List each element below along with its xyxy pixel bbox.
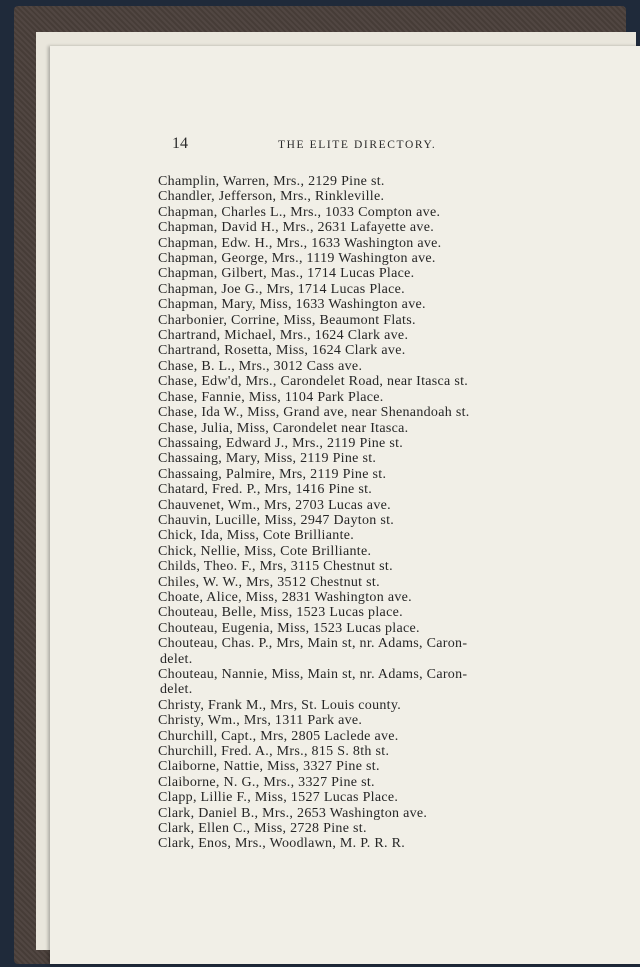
directory-entry: Chiles, W. W., Mrs, 3512 Chestnut st. [158,574,380,590]
directory-entry: Chassaing, Palmire, Mrs, 2119 Pine st. [158,466,387,482]
directory-entry: Chouteau, Belle, Miss, 1523 Lucas place. [158,605,403,621]
directory-entry: Chase, Fannie, Miss, 1104 Park Place. [158,389,384,405]
directory-entry: Chapman, Mary, Miss, 1633 Washington ave. [158,297,426,313]
directory-entry: Chase, B. L., Mrs., 3012 Cass ave. [158,358,363,374]
directory-entry: Chase, Ida W., Miss, Grand ave, near Shenandoah st. [158,405,470,421]
page-number: 14 [172,135,188,152]
directory-entry: Claiborne, N. G., Mrs., 3327 Pine st. [158,774,375,790]
directory-entries [158,174,578,852]
directory-entry: Christy, Wm., Mrs, 1311 Park ave. [158,713,363,729]
directory-entry: Clark, Enos, Mrs., Woodlawn, M. P. R. R. [158,836,406,852]
directory-entry: Claiborne, Nattie, Miss, 3327 Pine st. [158,759,380,775]
directory-entry: Chassaing, Edward J., Mrs., 2119 Pine st. [158,435,404,451]
directory-entry: Chartrand, Rosetta, Miss, 1624 Clark ave. [158,343,406,359]
directory-entry: Charbonier, Corrine, Miss, Beaumont Flats. [158,312,416,328]
directory-entry: Childs, Theo. F., Mrs, 3115 Chestnut st. [158,559,393,575]
directory-entry: Champlin, Warren, Mrs., 2129 Pine st. [158,174,385,189]
directory-entry: Chartrand, Michael, Mrs., 1624 Clark ave. [158,328,409,344]
directory-entry: Chick, Ida, Miss, Cote Brilliante. [158,528,355,544]
directory-entry: Chatard, Fred. P., Mrs, 1416 Pine st. [158,482,373,498]
directory-entry: Chapman, David H., Mrs., 2631 Lafayette ave. [158,220,435,236]
directory-entry: Chassaing, Mary, Miss, 2119 Pine st. [158,451,377,467]
directory-entry: Chase, Edw'd, Mrs., Carondelet Road, near Itasca st. [158,374,469,390]
directory-entry: Chick, Nellie, Miss, Cote Brilliante. [158,543,372,559]
directory-entry-continuation: delet. [160,682,193,698]
directory-entry: Chapman, George, Mrs., 1119 Washington ave. [158,251,436,267]
directory-entry: Clark, Ellen C., Miss, 2728 Pine st. [158,821,367,837]
running-title: THE ELITE DIRECTORY. [278,139,437,151]
directory-entry: Churchill, Capt., Mrs, 2805 Laclede ave. [158,728,399,744]
directory-entry: Chauvin, Lucille, Miss, 2947 Dayton st. [158,512,395,528]
directory-entry: Clark, Daniel B., Mrs., 2653 Washington ave. [158,805,428,821]
directory-entry: Clapp, Lillie F., Miss, 1527 Lucas Place. [158,790,399,806]
directory-entry: Chouteau, Nannie, Miss, Main st, nr. Adams, Caron- [158,667,468,682]
directory-entry: Chapman, Joe G., Mrs, 1714 Lucas Place. [158,281,405,297]
directory-entry: Chapman, Edw. H., Mrs., 1633 Washington ave. [158,235,442,251]
directory-entry: Chapman, Gilbert, Mas., 1714 Lucas Place. [158,266,415,282]
directory-entry: Chase, Julia, Miss, Carondelet near Itasca. [158,420,409,436]
directory-entry: Chandler, Jefferson, Mrs., Rinkleville. [158,189,385,205]
directory-entry: Churchill, Fred. A., Mrs., 815 S. 8th st. [158,744,390,760]
directory-entry: Chauvenet, Wm., Mrs, 2703 Lucas ave. [158,497,391,513]
directory-entry: Choate, Alice, Miss, 2831 Washington ave. [158,589,412,605]
page-header [172,135,632,157]
directory-entry: Christy, Frank M., Mrs, St. Louis county. [158,697,402,713]
directory-entry: Chapman, Charles L., Mrs., 1033 Compton ave. [158,204,441,220]
directory-entry-continuation: delet. [160,651,193,667]
directory-entry: Chouteau, Chas. P., Mrs, Main st, nr. Adams, Caron- [158,636,468,652]
directory-entry: Chouteau, Eugenia, Miss, 1523 Lucas place. [158,620,420,636]
